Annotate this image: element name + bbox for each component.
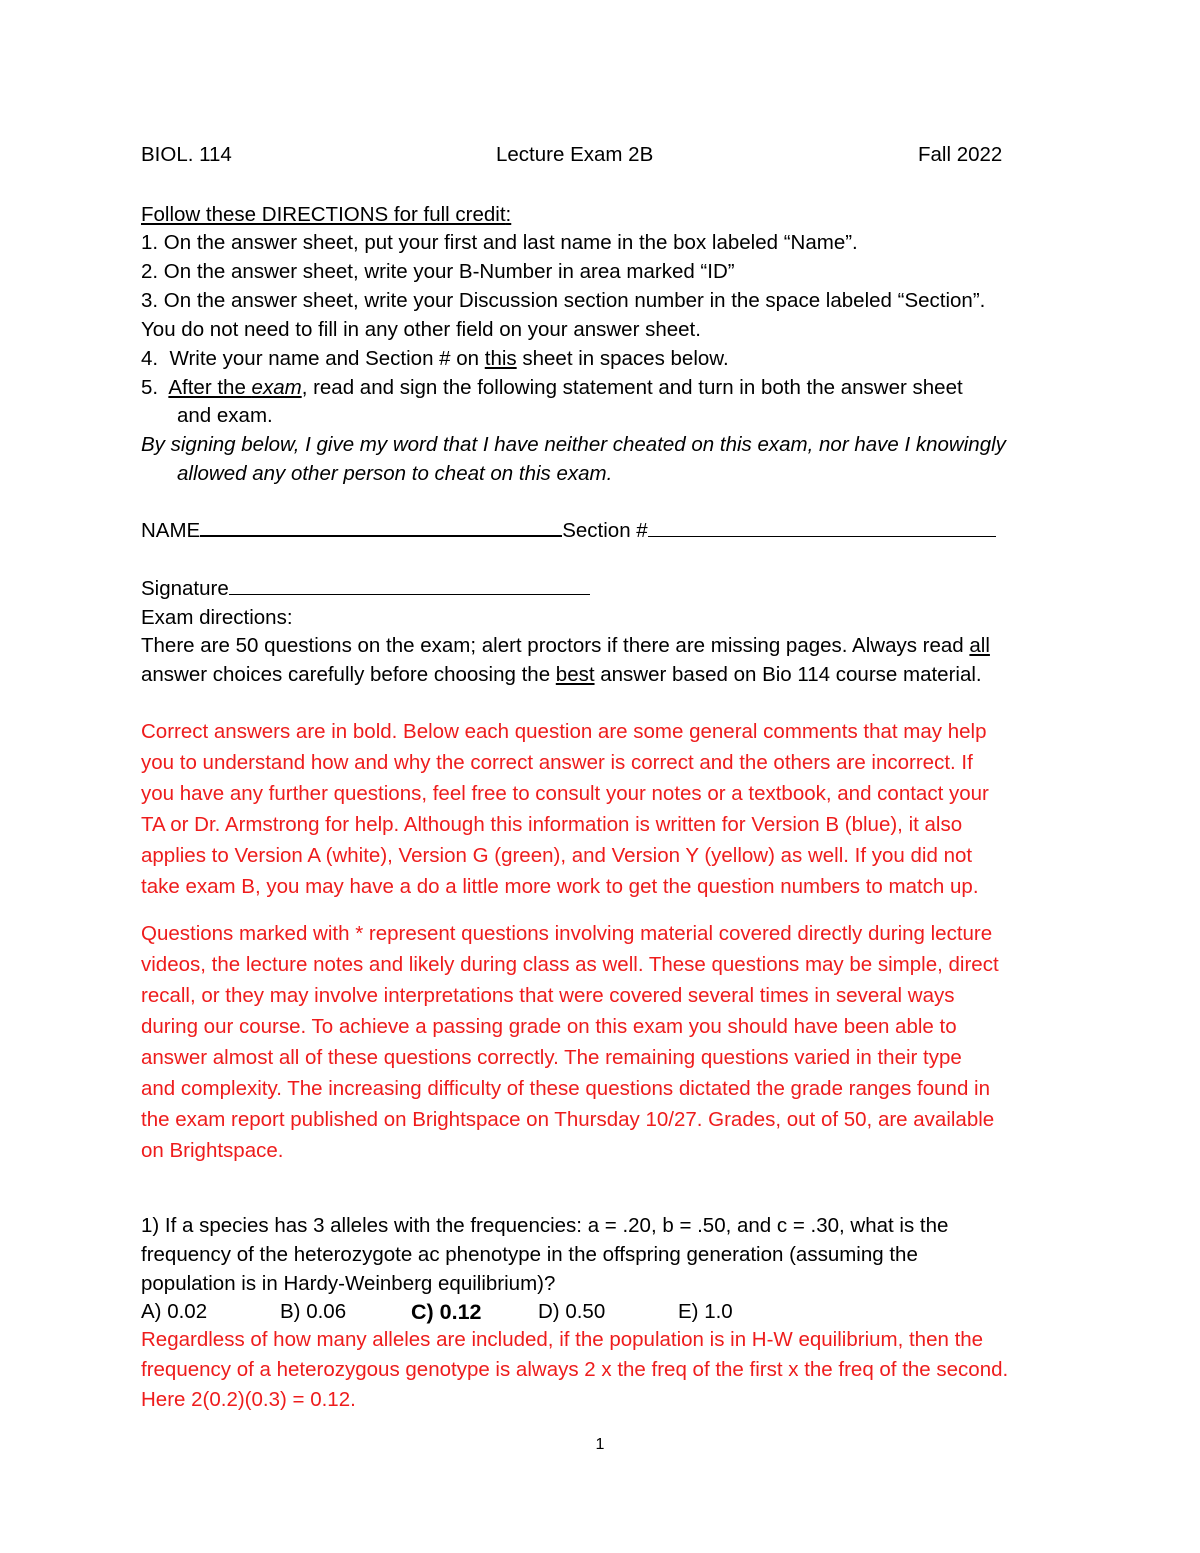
question-1-line-3: population is in Hardy-Weinberg equilibrium)? xyxy=(141,1272,556,1295)
star-note-line: during our course. To achieve a passing grade on this exam you should have been able to xyxy=(141,1015,957,1038)
directions-heading: Follow these DIRECTIONS for full credit: xyxy=(141,203,512,226)
name-section-row xyxy=(141,517,996,545)
pledge-line-2: allowed any other person to cheat on this exam. xyxy=(177,462,613,485)
question-1-explanation: Here 2(0.2)(0.3) = 0.12. xyxy=(141,1388,356,1411)
exam-directions-line-1: There are 50 questions on the exam; alert proctors if there are missing pages. Always read all xyxy=(141,634,990,657)
star-note-line: and complexity. The increasing difficulty of these questions dictated the grade ranges found in xyxy=(141,1077,990,1100)
course-code: BIOL. 114 xyxy=(141,143,232,166)
page-number: 1 xyxy=(595,1436,605,1453)
exam-term: Fall 2022 xyxy=(918,143,1003,166)
choice-a[interactable]: A) 0.02 xyxy=(141,1300,208,1323)
name-blank[interactable] xyxy=(200,517,562,537)
direction-item-4: 4. Write your name and Section # on this sheet in spaces below. xyxy=(141,347,729,370)
answer-note-line: applies to Version A (white), Version G (green), and Version Y (yellow) as well. If you did not xyxy=(141,844,973,867)
pledge-line-1: By signing below, I give my word that I have neither cheated on this exam, nor have I knowingly xyxy=(141,433,1006,456)
star-note-line: recall, or they may involve interpretations that were covered several times in several ways xyxy=(141,984,955,1007)
exam-directions-title: Exam directions: xyxy=(141,606,293,629)
star-note-line: videos, the lecture notes and likely during class as well. These questions may be simple, direct xyxy=(141,953,999,976)
question-number: 1) xyxy=(141,1214,160,1237)
section-label: Section # xyxy=(562,519,648,542)
star-note-line: Questions marked with * represent questions involving material covered directly during lecture xyxy=(141,922,993,945)
choice-b[interactable]: B) 0.06 xyxy=(280,1300,347,1323)
signature-row xyxy=(141,575,590,603)
question-1-explanation: Regardless of how many alleles are included, if the population is in H-W equilibrium, then the xyxy=(141,1328,984,1351)
exam-title: Lecture Exam 2B xyxy=(496,143,654,166)
question-1-line-1: 1) If a species has 3 alleles with the frequencies: a = .20, b = .50, and c = .30, what is the xyxy=(141,1214,949,1237)
choice-e[interactable]: E) 1.0 xyxy=(678,1300,733,1323)
section-blank[interactable] xyxy=(648,518,996,537)
exam-directions-line-2: answer choices carefully before choosing the best answer based on Bio 114 course material. xyxy=(141,663,982,686)
answer-note-line: TA or Dr. Armstrong for help. Although this information is written for Version B (blue), it also xyxy=(141,813,963,836)
direction-note: You do not need to fill in any other field on your answer sheet. xyxy=(141,318,701,341)
signature-blank[interactable] xyxy=(229,576,590,595)
choice-c-correct[interactable]: C) 0.12 xyxy=(411,1300,482,1324)
question-1-line-2: frequency of the heterozygote ac phenotype in the offspring generation (assuming the xyxy=(141,1243,918,1266)
answer-note-line: you have any further questions, feel free to consult your notes or a textbook, and contact your xyxy=(141,782,989,805)
direction-item-5: 5. After the exam, read and sign the following statement and turn in both the answer sheet xyxy=(141,376,963,399)
direction-item-2: 2. On the answer sheet, write your B-Number in area marked “ID” xyxy=(141,260,735,283)
answer-note-line: you to understand how and why the correct answer is correct and the others are incorrect. If xyxy=(141,751,973,774)
name-label: NAME xyxy=(141,519,201,542)
choice-d[interactable]: D) 0.50 xyxy=(538,1300,606,1323)
star-note-line: the exam report published on Brightspace on Thursday 10/27. Grades, out of 50, are available xyxy=(141,1108,995,1131)
star-note-line: answer almost all of these questions correctly. The remaining questions varied in their type xyxy=(141,1046,962,1069)
answer-note-line: take exam B, you may have a do a little more work to get the question numbers to match up. xyxy=(141,875,979,898)
direction-item-5-cont: and exam. xyxy=(177,404,273,427)
direction-item-3: 3. On the answer sheet, write your Discussion section number in the space labeled “Section”. xyxy=(141,289,986,312)
signature-label: Signature xyxy=(141,577,229,600)
star-note-line: on Brightspace. xyxy=(141,1139,284,1162)
direction-item-1: 1. On the answer sheet, put your first and last name in the box labeled “Name”. xyxy=(141,231,858,254)
answer-note-line: Correct answers are in bold. Below each question are some general comments that may help xyxy=(141,720,987,743)
question-1-explanation: frequency of a heterozygous genotype is always 2 x the freq of the first x the freq of the second. xyxy=(141,1358,1009,1381)
